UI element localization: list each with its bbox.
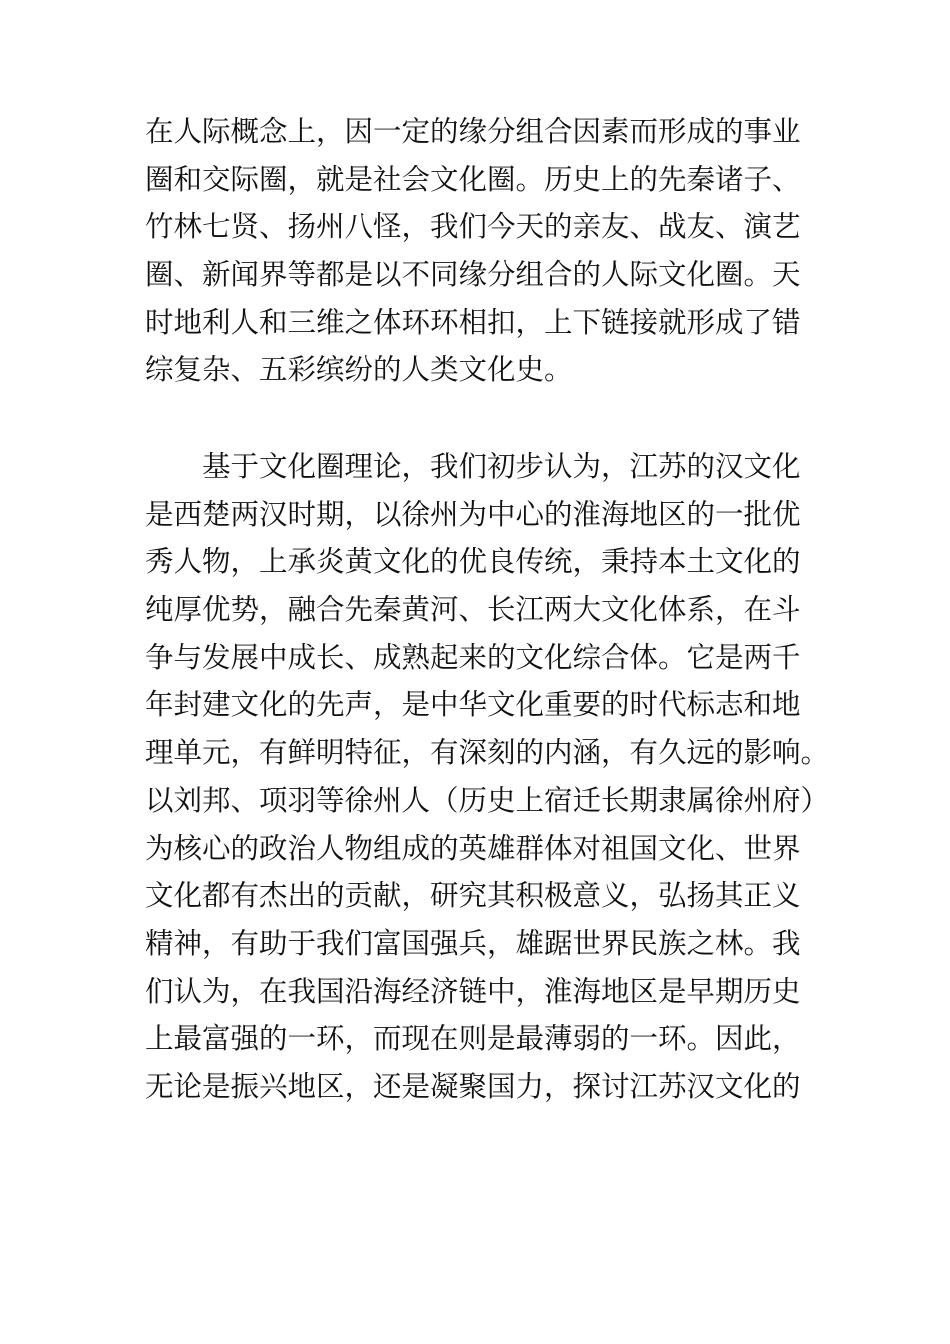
paragraph-line: 上最富强的一环，而现在则是最薄弱的一环。因此， <box>145 1022 801 1056</box>
paragraph-line: 圈、新闻界等都是以不同缘分组合的人际文化圈。天 <box>145 258 801 292</box>
paragraph-line: 竹林七贤、扬州八怪，我们今天的亲友、战友、演艺 <box>145 210 801 244</box>
paragraph-line: 秀人物，上承炎黄文化的优良传统，秉持本土文化的 <box>145 545 801 579</box>
paragraph-line: 年封建文化的先声，是中华文化重要的时代标志和地 <box>145 688 801 722</box>
paragraph-line: 无论是振兴地区，还是凝聚国力，探讨江苏汉文化的 <box>145 1069 801 1103</box>
paragraph-line: 基于文化圈理论，我们初步认为，江苏的汉文化 <box>145 450 801 483</box>
paragraph-2 <box>145 443 830 1111</box>
paragraph-line: 在人际概念上，因一定的缘分组合因素而形成的事业 <box>145 115 801 148</box>
paragraph-line: 为核心的政治人物组成的英雄群体对祖国文化、世界 <box>145 831 801 865</box>
paragraph-line: 精神，有助于我们富国强兵，雄踞世界民族之林。我 <box>145 926 801 960</box>
paragraph-line: 综复杂、五彩缤纷的人类文化史。 <box>145 353 573 387</box>
paragraph-line: 纯厚优势，融合先秦黄河、长江两大文化体系，在斗 <box>145 593 801 627</box>
paragraph-line: 是西楚两汉时期，以徐州为中心的淮海地区的一批优 <box>145 497 801 531</box>
paragraph-line: 理单元，有鲜明特征，有深刻的内涵，有久远的影响。 <box>145 736 830 770</box>
paragraph-line: 文化都有杰出的贡献，研究其积极意义，弘扬其正义 <box>145 879 801 913</box>
paragraph-line: 以刘邦、项羽等徐州人（历史上宿迁长期隶属徐州府） <box>145 783 830 817</box>
paragraph-line: 时地利人和三维之体环环相扣，上下链接就形成了错 <box>145 305 801 339</box>
paragraph-1 <box>145 108 810 394</box>
paragraph-line: 争与发展中成长、成熟起来的文化综合体。它是两千 <box>145 640 801 674</box>
paragraph-line: 圈和交际圈，就是社会文化圈。历史上的先秦诸子、 <box>145 162 801 196</box>
paragraph-line: 们认为，在我国沿海经济链中，淮海地区是早期历史 <box>145 974 801 1008</box>
